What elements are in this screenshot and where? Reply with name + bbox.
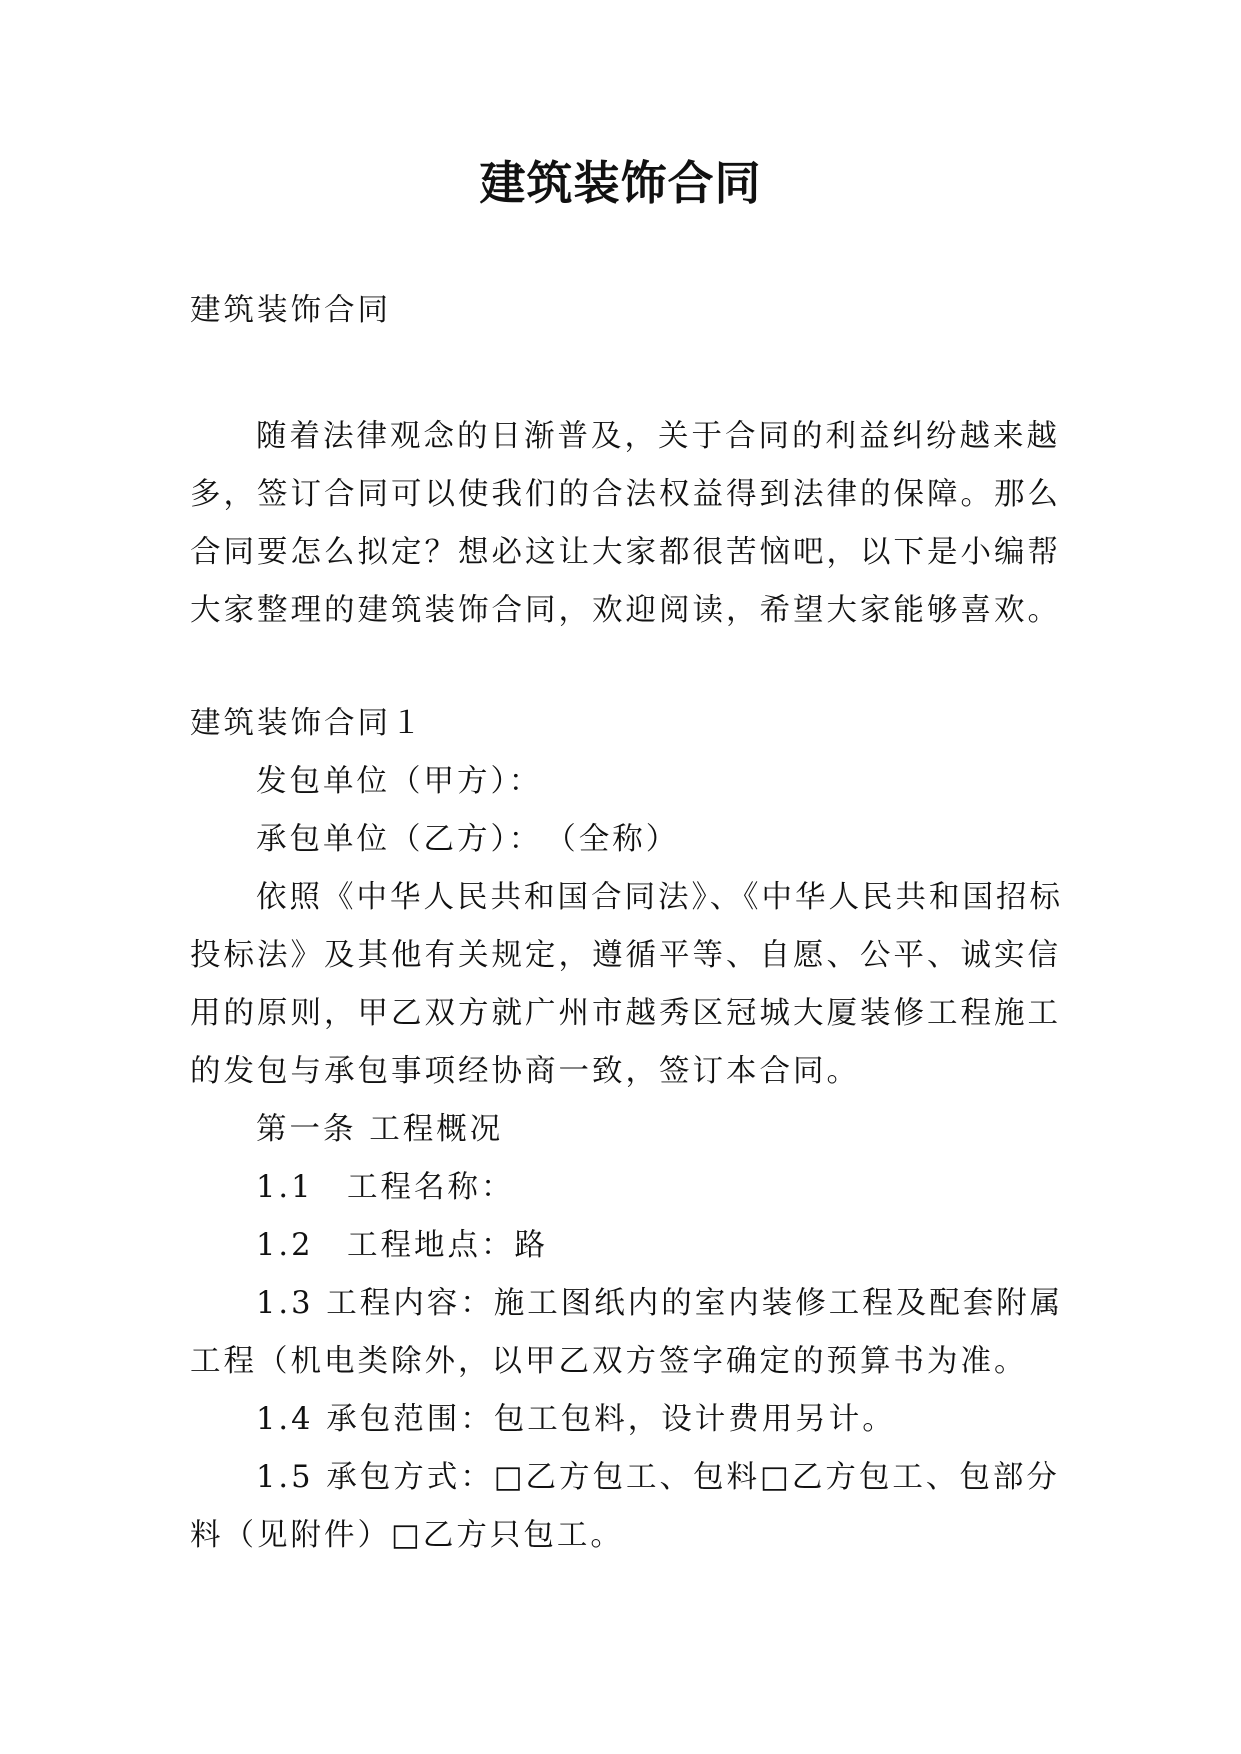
intro-line: 随着法律观念的日渐普及，关于合同的利益纠纷越来越 xyxy=(256,419,1060,454)
basis-line: 用的原则，甲乙双方就广州市越秀区冠城大厦装修工程施工 xyxy=(190,996,1061,1031)
basis-line: 的发包与承包事项经协商一致，签订本合同。 xyxy=(190,1054,860,1089)
party-a-line: 发包单位（甲方）： xyxy=(256,764,543,799)
contract-section xyxy=(190,695,1070,1565)
document-subtitle: 建筑装饰合同 xyxy=(190,293,391,328)
item-1-2: 1.2 工程地点：路 xyxy=(256,1228,549,1263)
intro-line: 大家整理的建筑装饰合同，欢迎阅读，希望大家能够喜欢。 xyxy=(190,593,1061,628)
item-1-5-line: 1.5 承包方式：□乙方包工、包料□乙方包工、包部分 xyxy=(256,1460,1060,1495)
basis-line: 依照《中华人民共和国合同法》、《中华人民共和国招标 xyxy=(256,880,1063,915)
item-1-3-line: 工程（机电类除外，以甲乙双方签字确定的预算书为准。 xyxy=(190,1344,1028,1379)
intro-line: 合同要怎么拟定？想必这让大家都很苦恼吧，以下是小编帮 xyxy=(190,535,1061,570)
document-title: 建筑装饰合同 xyxy=(479,156,762,210)
party-b-line: 承包单位（乙方）： （全称） xyxy=(256,822,680,857)
item-1-1: 1.1 工程名称： xyxy=(256,1170,515,1205)
intro-paragraph xyxy=(190,408,1070,640)
basis-line: 投标法》及其他有关规定，遵循平等、自愿、公平、诚实信 xyxy=(190,938,1061,973)
article-1-title: 第一条 工程概况 xyxy=(256,1112,504,1147)
item-1-5-line: 料（见附件）□乙方只包工。 xyxy=(190,1518,624,1553)
item-1-3-line: 1.3 工程内容：施工图纸内的室内装修工程及配套附属 xyxy=(256,1286,1064,1321)
section-title: 建筑装饰合同１ xyxy=(190,706,425,741)
intro-line: 多，签订合同可以使我们的合法权益得到法律的保障。那么 xyxy=(190,477,1061,512)
item-1-4: 1.4 承包范围：包工包料，设计费用另计。 xyxy=(256,1402,896,1437)
